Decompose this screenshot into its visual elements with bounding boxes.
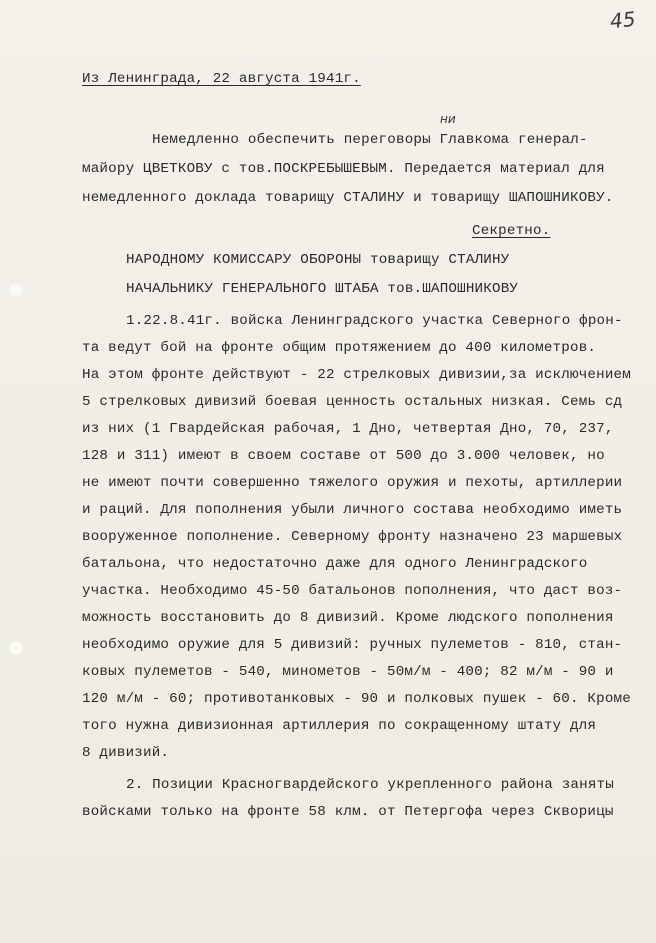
punch-hole-bottom xyxy=(8,640,24,656)
paragraph-1-line: того нужна дивизионная артиллерия по сокращенному штату для xyxy=(82,718,597,734)
intro-line: немедленного доклада товарищу СТАЛИНУ и товарищу ШАПОШНИКОВУ. xyxy=(82,190,614,206)
addressee-line: НАРОДНОМУ КОМИССАРУ ОБОРОНЫ товарищу СТАЛИНУ xyxy=(126,252,510,268)
paragraph-1-line: 128 и 311) имеют в своем составе от 500 до 3.000 человек, но xyxy=(82,448,605,464)
paragraph-1-line: 5 стрелковых дивизий боевая ценность остальных низкая. Семь сд xyxy=(82,394,623,410)
paragraph-2-line: войсками только на фронте 58 клм. от Петергофа через Скворицы xyxy=(82,804,614,820)
paragraph-1-line: 120 м/м - 60; противотанковых - 90 и полковых пушек - 60. Кроме xyxy=(82,691,631,707)
paragraph-1-line: и раций. Для пополнения убыли личного состава необходимо иметь xyxy=(82,502,623,518)
paragraph-1-line: та ведут бой на фронте общим протяжением до 400 километров. xyxy=(82,340,597,356)
paragraph-1-line: участка. Необходимо 45-50 батальонов пополнения, что даст воз- xyxy=(82,583,623,599)
paragraph-1-line: На этом фронте действуют - 22 стрелковых дивизии,за исключением xyxy=(82,367,631,383)
folio-number: 45 xyxy=(608,6,637,34)
paragraph-1-line: необходимо оружие для 5 дивизий: ручных пулеметов - 810, стан- xyxy=(82,637,623,653)
header-line: Из Ленинграда, 22 августа 1941г. xyxy=(82,71,361,87)
paragraph-1-line: ковых пулеметов - 540, минометов - 50м/м - 400; 82 м/м - 90 и xyxy=(82,664,614,680)
addressee-line: НАЧАЛЬНИКУ ГЕНЕРАЛЬНОГО ШТАБА тов.ШАПОШНИКОВУ xyxy=(126,281,519,297)
paragraph-1-line: из них (1 Гвардейская рабочая, 1 Дно, четвертая Дно, 70, 237, xyxy=(82,421,614,437)
paragraph-1-line: не имеют почти совершенно тяжелого оружия и пехоты, артиллерии xyxy=(82,475,623,491)
intro-line: Немедленно обеспечить переговоры Главкома генерал- xyxy=(152,132,588,148)
paragraph-1-line: батальона, что недостаточно даже для одного Ленинградского xyxy=(82,556,588,572)
paragraph-1-line: вооруженное пополнение. Северному фронту назначено 23 маршевых xyxy=(82,529,623,545)
intro-line: майору ЦВЕТКОВУ с тов.ПОСКРЕБЫШЕВЫМ. Передается материал для xyxy=(82,161,605,177)
paragraph-1-line: 8 дивизий. xyxy=(82,745,170,761)
paragraph-2-line: 2. Позиции Красногвардейского укрепленного района заняты xyxy=(126,777,614,793)
paragraph-1-line: можность восстановить до 8 дивизий. Кроме людского пополнения xyxy=(82,610,614,626)
paragraph-1-line: 1.22.8.41г. войска Ленинградского участка Северного фрон- xyxy=(126,313,623,329)
punch-hole-top xyxy=(8,282,24,298)
secret-label: Секретно. xyxy=(472,223,551,239)
handwritten-insertion: ни xyxy=(440,112,456,126)
